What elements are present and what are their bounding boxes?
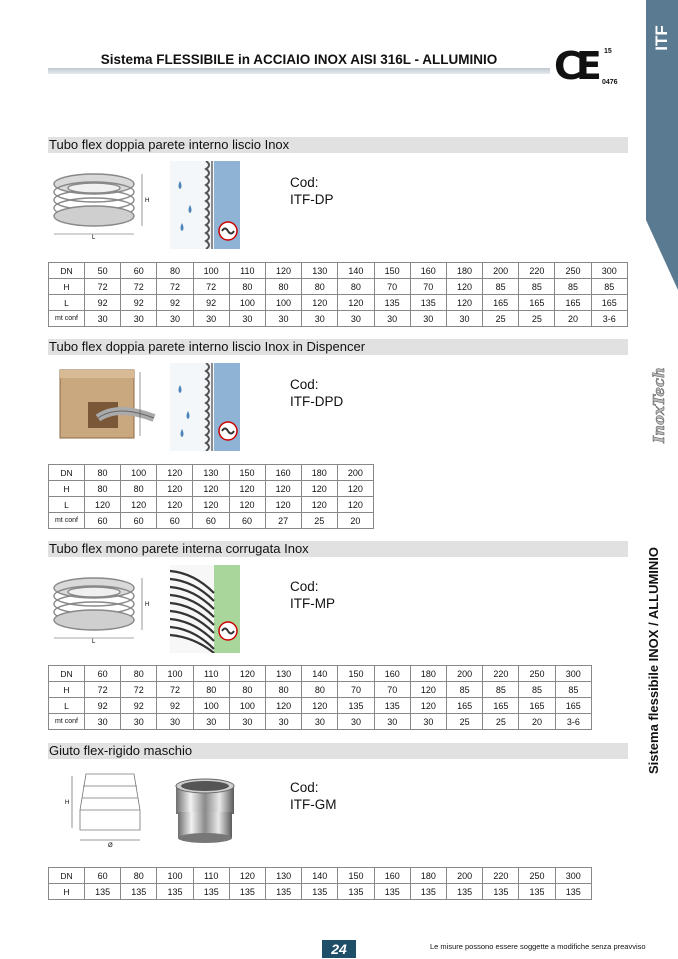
- row-label: H: [49, 481, 85, 497]
- table-cell: 72: [121, 682, 157, 698]
- table-cell: 120: [410, 682, 446, 698]
- table-cell: 110: [193, 868, 229, 884]
- table-row: [49, 682, 592, 698]
- code-label: Cod:: [290, 780, 319, 795]
- table-cell: 120: [266, 698, 302, 714]
- table-cell: 60: [85, 513, 121, 529]
- row-label: H: [49, 279, 85, 295]
- table-cell: 130: [193, 465, 229, 481]
- table-cell: 92: [157, 698, 193, 714]
- table-cell: 135: [410, 884, 446, 900]
- table-row: [49, 497, 374, 513]
- brand-logo: [640, 360, 678, 450]
- table-cell: 135: [519, 884, 555, 900]
- table-cell: 120: [337, 497, 373, 513]
- table-cell: 80: [229, 279, 265, 295]
- table-cell: 30: [338, 311, 374, 327]
- table-cell: 72: [85, 279, 121, 295]
- table-cell: 140: [302, 868, 338, 884]
- table-cell: 70: [338, 682, 374, 698]
- table-cell: 85: [447, 682, 483, 698]
- table-cell: 100: [229, 295, 265, 311]
- table-cell: 100: [193, 698, 229, 714]
- wall-section-drawing: [170, 161, 240, 249]
- table-cell: 150: [338, 868, 374, 884]
- table-cell: 250: [519, 868, 555, 884]
- table-cell: 92: [157, 295, 193, 311]
- table-cell: 200: [447, 868, 483, 884]
- table-cell: 135: [374, 884, 410, 900]
- table-row: [49, 465, 374, 481]
- table-cell: 100: [265, 295, 301, 311]
- section-title: Tubo flex doppia parete interno liscio Inox: [49, 137, 290, 152]
- row-label: H: [49, 682, 85, 698]
- table-cell: 135: [555, 884, 591, 900]
- table-cell: 135: [338, 698, 374, 714]
- table-cell: 120: [157, 481, 193, 497]
- table-row: [49, 311, 628, 327]
- dim-length: L: [92, 639, 96, 644]
- spec-table: [48, 665, 592, 730]
- table-cell: 30: [85, 714, 121, 730]
- table-cell: 30: [338, 714, 374, 730]
- corrugated-wall-drawing: [170, 565, 240, 653]
- table-cell: 160: [410, 263, 446, 279]
- dim-height: H: [145, 198, 150, 204]
- table-cell: 30: [374, 311, 410, 327]
- table-cell: 72: [85, 682, 121, 698]
- table-cell: 30: [121, 311, 157, 327]
- product-code: [290, 376, 343, 410]
- row-label: L: [49, 295, 85, 311]
- table-cell: 3-6: [555, 714, 591, 730]
- table-cell: 120: [229, 497, 265, 513]
- table-cell: 80: [229, 682, 265, 698]
- footnote: Le misure possono essere soggette a modifiche senza preavviso: [430, 942, 646, 951]
- table-cell: 100: [157, 868, 193, 884]
- table-cell: 120: [265, 497, 301, 513]
- table-row: [49, 295, 628, 311]
- table-cell: 220: [483, 666, 519, 682]
- table-cell: 120: [193, 481, 229, 497]
- section-bar: [48, 743, 628, 759]
- section-bar: [48, 137, 628, 153]
- table-cell: 180: [446, 263, 482, 279]
- page-title: Sistema FLESSIBILE in ACCIAIO INOX AISI 316L - ALLUMINIO: [100, 52, 498, 67]
- table-cell: 80: [121, 481, 157, 497]
- side-tab: [646, 8, 678, 68]
- table-cell: 135: [193, 884, 229, 900]
- table-cell: 30: [374, 714, 410, 730]
- table-cell: 300: [555, 666, 591, 682]
- table-cell: 160: [265, 465, 301, 481]
- section-bar: [48, 541, 628, 557]
- row-label: mt conf: [49, 714, 85, 730]
- table-cell: 250: [555, 263, 591, 279]
- table-cell: 200: [337, 465, 373, 481]
- wall-section-drawing: [170, 363, 240, 451]
- table-cell: 135: [266, 884, 302, 900]
- ce-year: 15: [604, 48, 612, 55]
- table-cell: 60: [121, 513, 157, 529]
- table-cell: 85: [519, 682, 555, 698]
- table-cell: 30: [121, 714, 157, 730]
- table-cell: 120: [301, 481, 337, 497]
- table-cell: 120: [302, 698, 338, 714]
- ce-number: 0476: [602, 79, 618, 86]
- table-cell: 110: [193, 666, 229, 682]
- table-cell: 120: [193, 497, 229, 513]
- table-cell: 80: [85, 465, 121, 481]
- table-cell: 135: [447, 884, 483, 900]
- table-cell: 100: [157, 666, 193, 682]
- row-label: DN: [49, 465, 85, 481]
- table-cell: 30: [229, 714, 265, 730]
- table-cell: 160: [374, 868, 410, 884]
- table-cell: 180: [410, 868, 446, 884]
- table-cell: 180: [301, 465, 337, 481]
- table-cell: 135: [338, 884, 374, 900]
- table-cell: 80: [121, 868, 157, 884]
- table-cell: 60: [85, 666, 121, 682]
- section-title: Tubo flex doppia parete interno liscio Inox in Dispencer: [49, 339, 366, 354]
- section-bar: [48, 339, 628, 355]
- table-cell: 130: [266, 868, 302, 884]
- table-cell: 120: [229, 481, 265, 497]
- table-cell: 70: [374, 279, 410, 295]
- table-cell: 30: [410, 311, 446, 327]
- table-cell: 60: [193, 513, 229, 529]
- table-cell: 80: [157, 263, 193, 279]
- table-cell: 25: [483, 311, 519, 327]
- table-cell: 80: [302, 682, 338, 698]
- table-cell: 300: [555, 868, 591, 884]
- table-cell: 150: [229, 465, 265, 481]
- table-cell: 150: [338, 666, 374, 682]
- table-cell: 180: [410, 666, 446, 682]
- brand-label: InoxTech: [650, 367, 668, 443]
- table-cell: 72: [193, 279, 229, 295]
- vertical-title-label: Sistema flessibile INOX / ALLUMINIO: [646, 546, 662, 774]
- fitting-photo: [170, 776, 240, 844]
- table-cell: 72: [157, 682, 193, 698]
- table-row: [49, 666, 592, 682]
- table-cell: 135: [374, 698, 410, 714]
- row-label: mt conf: [49, 513, 85, 529]
- page-number: 24: [322, 940, 356, 958]
- table-cell: 30: [446, 311, 482, 327]
- table-cell: 30: [265, 311, 301, 327]
- section-title: Giuto flex-rigido maschio: [49, 743, 193, 758]
- table-cell: 30: [229, 311, 265, 327]
- table-cell: 92: [193, 295, 229, 311]
- table-cell: 30: [85, 311, 121, 327]
- table-cell: 120: [157, 465, 193, 481]
- table-cell: 120: [337, 481, 373, 497]
- table-cell: 165: [483, 295, 519, 311]
- table-cell: 80: [85, 481, 121, 497]
- table-cell: 80: [338, 279, 374, 295]
- table-cell: 135: [374, 295, 410, 311]
- vertical-title: [642, 530, 666, 790]
- table-cell: 3-6: [591, 311, 627, 327]
- table-cell: 135: [121, 884, 157, 900]
- table-cell: 120: [301, 497, 337, 513]
- table-cell: 25: [301, 513, 337, 529]
- table-cell: 150: [374, 263, 410, 279]
- table-cell: 92: [121, 295, 157, 311]
- table-cell: 80: [121, 666, 157, 682]
- table-cell: 120: [265, 263, 301, 279]
- table-cell: 165: [519, 295, 555, 311]
- table-cell: 30: [193, 311, 229, 327]
- table-cell: 85: [555, 682, 591, 698]
- table-cell: 300: [591, 263, 627, 279]
- product-code: [290, 578, 335, 612]
- table-cell: 250: [519, 666, 555, 682]
- table-cell: 135: [302, 884, 338, 900]
- table-cell: 120: [229, 868, 265, 884]
- table-cell: 135: [229, 884, 265, 900]
- table-cell: 92: [85, 295, 121, 311]
- table-cell: 60: [121, 263, 157, 279]
- fitting-drawing: [58, 770, 148, 850]
- table-cell: 130: [266, 666, 302, 682]
- dispenser-box-drawing: [58, 366, 156, 444]
- table-cell: 70: [374, 682, 410, 698]
- table-cell: 70: [410, 279, 446, 295]
- table-cell: 130: [302, 263, 338, 279]
- table-cell: 100: [121, 465, 157, 481]
- table-cell: 25: [483, 714, 519, 730]
- table-cell: 85: [483, 682, 519, 698]
- table-cell: 85: [483, 279, 519, 295]
- code-label: Cod:: [290, 377, 319, 392]
- table-cell: 20: [555, 311, 591, 327]
- dim-height: H: [65, 800, 70, 806]
- table-cell: 120: [338, 295, 374, 311]
- table-cell: 165: [519, 698, 555, 714]
- spec-table: [48, 464, 374, 529]
- table-cell: 60: [157, 513, 193, 529]
- table-cell: 135: [85, 884, 121, 900]
- table-cell: 110: [229, 263, 265, 279]
- table-cell: 50: [85, 263, 121, 279]
- code-label: Cod:: [290, 579, 319, 594]
- table-cell: 165: [591, 295, 627, 311]
- table-cell: 120: [446, 279, 482, 295]
- table-row: [49, 868, 592, 884]
- code-label: Cod:: [290, 175, 319, 190]
- table-cell: 25: [447, 714, 483, 730]
- table-cell: 92: [121, 698, 157, 714]
- table-row: [49, 513, 374, 529]
- table-cell: 120: [265, 481, 301, 497]
- table-cell: 85: [555, 279, 591, 295]
- coil-drawing: [48, 164, 156, 240]
- table-cell: 92: [85, 698, 121, 714]
- table-cell: 100: [229, 698, 265, 714]
- table-cell: 135: [157, 884, 193, 900]
- table-cell: 30: [193, 714, 229, 730]
- table-cell: 72: [157, 279, 193, 295]
- table-cell: 120: [85, 497, 121, 513]
- product-code: [290, 779, 337, 813]
- table-cell: 80: [265, 279, 301, 295]
- dim-height: H: [145, 602, 150, 608]
- table-cell: 85: [519, 279, 555, 295]
- table-cell: 60: [85, 868, 121, 884]
- table-cell: 160: [374, 666, 410, 682]
- dim-length: L: [92, 235, 96, 240]
- table-cell: 165: [555, 698, 591, 714]
- table-cell: 120: [229, 666, 265, 682]
- table-cell: 165: [555, 295, 591, 311]
- table-cell: 120: [410, 698, 446, 714]
- dim-diameter: Ø: [108, 843, 113, 849]
- title-rule: [48, 68, 550, 74]
- table-cell: 80: [193, 682, 229, 698]
- code-value: ITF-MP: [290, 596, 335, 611]
- row-label: mt conf: [49, 311, 85, 327]
- code-value: ITF-DPD: [290, 394, 344, 409]
- ce-certification: [554, 46, 624, 90]
- table-row: [49, 263, 628, 279]
- table-cell: 30: [302, 714, 338, 730]
- table-cell: 85: [591, 279, 627, 295]
- table-cell: 120: [302, 295, 338, 311]
- table-cell: 100: [193, 263, 229, 279]
- table-cell: 165: [483, 698, 519, 714]
- row-label: H: [49, 884, 85, 900]
- table-cell: 220: [483, 868, 519, 884]
- row-label: DN: [49, 666, 85, 682]
- table-cell: 20: [519, 714, 555, 730]
- table-cell: 165: [447, 698, 483, 714]
- table-cell: 120: [121, 497, 157, 513]
- table-row: [49, 279, 628, 295]
- table-row: [49, 884, 592, 900]
- table-cell: 60: [229, 513, 265, 529]
- table-cell: 30: [157, 311, 193, 327]
- table-cell: 140: [338, 263, 374, 279]
- row-label: DN: [49, 263, 85, 279]
- table-cell: 80: [302, 279, 338, 295]
- product-code: [290, 174, 334, 208]
- table-cell: 20: [337, 513, 373, 529]
- row-label: DN: [49, 868, 85, 884]
- table-row: [49, 481, 374, 497]
- table-row: [49, 698, 592, 714]
- table-cell: 30: [266, 714, 302, 730]
- table-cell: 120: [157, 497, 193, 513]
- table-cell: 200: [483, 263, 519, 279]
- table-cell: 220: [519, 263, 555, 279]
- side-tab-label: ITF: [652, 25, 671, 51]
- table-cell: 135: [410, 295, 446, 311]
- coil-drawing: [48, 568, 156, 644]
- table-cell: 72: [121, 279, 157, 295]
- table-cell: 30: [157, 714, 193, 730]
- row-label: L: [49, 698, 85, 714]
- code-value: ITF-GM: [290, 797, 337, 812]
- table-cell: 200: [447, 666, 483, 682]
- table-cell: 30: [302, 311, 338, 327]
- table-cell: 25: [519, 311, 555, 327]
- table-row: [49, 714, 592, 730]
- table-cell: 135: [483, 884, 519, 900]
- table-cell: 80: [266, 682, 302, 698]
- ce-mark: CE: [554, 44, 596, 88]
- section-title: Tubo flex mono parete interna corrugata Inox: [49, 541, 309, 556]
- table-cell: 27: [265, 513, 301, 529]
- row-label: L: [49, 497, 85, 513]
- table-cell: 30: [410, 714, 446, 730]
- code-value: ITF-DP: [290, 192, 334, 207]
- spec-table: [48, 262, 628, 327]
- table-cell: 140: [302, 666, 338, 682]
- table-cell: 120: [446, 295, 482, 311]
- spec-table: [48, 867, 592, 900]
